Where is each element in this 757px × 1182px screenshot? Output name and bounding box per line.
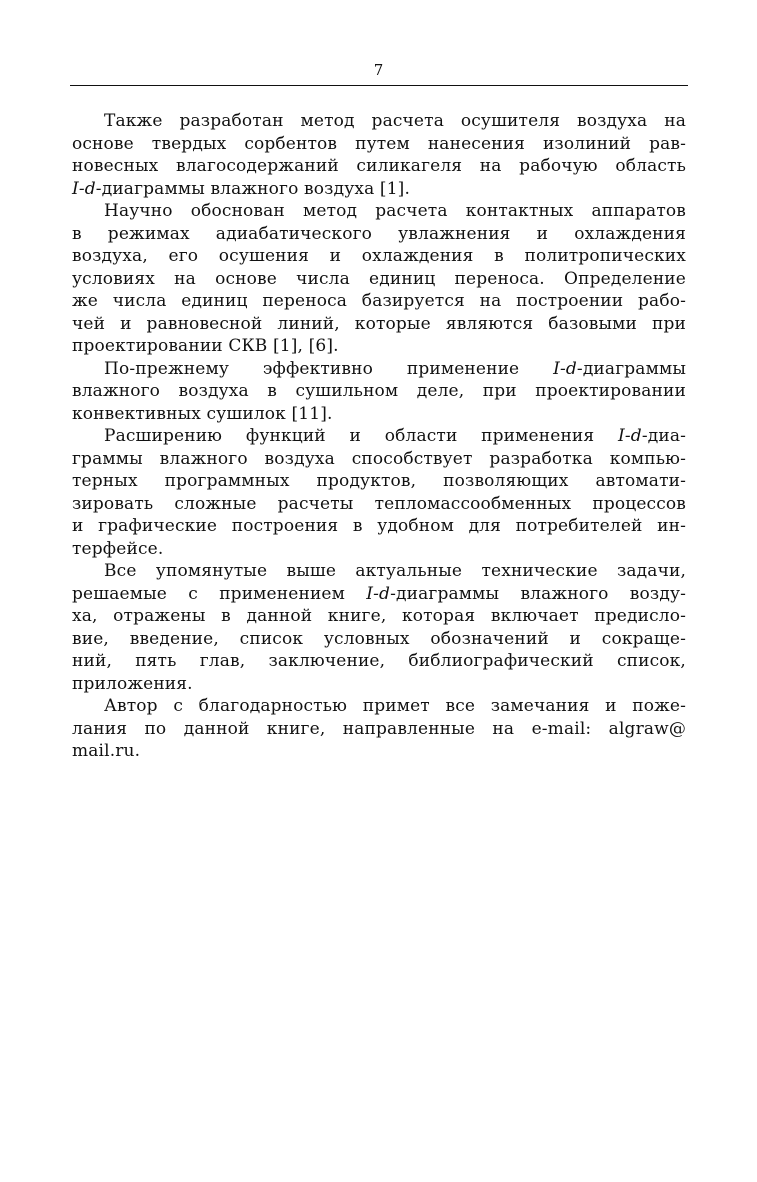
text-line: граммы влажного воздуха способствует разработка компью- bbox=[72, 448, 686, 469]
i-d-notation: I-d bbox=[618, 426, 642, 446]
text-line: влажного воздуха в сушильном деле, при проектировании bbox=[72, 381, 686, 401]
body-text bbox=[72, 110, 686, 763]
text-line: решаемые с применением I-d-диаграммы влажного возду- bbox=[72, 583, 686, 604]
i-d-notation: I-d bbox=[72, 178, 96, 199]
text-line: же числа единиц переноса базируется на построении рабо- bbox=[72, 291, 686, 311]
text-line: терных программных продуктов, позволяющих автомати- bbox=[72, 471, 686, 491]
text-line: По-прежнему эффективно применение I-d-диаграммы bbox=[104, 358, 686, 379]
page-number: 7 bbox=[373, 61, 384, 79]
text-line: лания по данной книге, направленные на e-mail: algraw@ bbox=[72, 718, 686, 739]
text-line: Все упомянутые выше актуальные технические задачи, bbox=[104, 561, 686, 581]
text-line: вие, введение, список условных обозначений и сокраще- bbox=[72, 628, 686, 649]
text-line: Расширению функций и области применения I-d-диа- bbox=[104, 426, 686, 446]
paragraph-3 bbox=[72, 358, 686, 426]
i-d-notation: I-d bbox=[553, 358, 577, 379]
text-line: воздуха, его осушения и охлаждения в политропических bbox=[72, 246, 686, 266]
paragraph-5 bbox=[72, 560, 686, 695]
header-rule bbox=[70, 85, 688, 86]
paragraph-4 bbox=[72, 425, 686, 560]
text-line: I-d-диаграммы влажного воздуха [1]. bbox=[72, 178, 411, 199]
text-line: проектировании СКВ [1], [6]. bbox=[72, 336, 339, 356]
text-line: условиях на основе числа единиц переноса. Определение bbox=[72, 268, 686, 289]
text-line: новесных влагосодержаний силикагеля на рабочую область bbox=[72, 156, 686, 176]
text-line: ний, пять глав, заключение, библиографический список, bbox=[72, 651, 686, 671]
text-line: Научно обоснован метод расчета контактных аппаратов bbox=[104, 201, 686, 221]
paragraph-6 bbox=[72, 695, 686, 763]
text-line: чей и равновесной линий, которые являются базовыми при bbox=[72, 313, 686, 334]
text-line: Автор с благодарностью примет все замечания и поже- bbox=[104, 696, 686, 716]
text-line: и графические построения в удобном для потребителей ин- bbox=[72, 516, 686, 536]
text-line: mail.ru. bbox=[72, 741, 141, 761]
text-line: приложения. bbox=[72, 673, 193, 694]
text-line: ха, отражены в данной книге, которая включает предисло- bbox=[72, 606, 686, 626]
text-line: зировать сложные расчеты тепломассообменных процессов bbox=[72, 493, 686, 514]
paragraph-2 bbox=[72, 200, 686, 358]
i-d-notation: I-d bbox=[366, 583, 391, 604]
paragraph-1 bbox=[72, 110, 686, 200]
text-line: терфейсе. bbox=[72, 538, 164, 559]
text-line: Также разработан метод расчета осушителя воздуха на bbox=[104, 111, 686, 131]
text-line: основе твердых сорбентов путем нанесения изолиний рав- bbox=[72, 133, 686, 154]
text-line: конвективных сушилок [11]. bbox=[72, 403, 333, 424]
text-line: в режимах адиабатического увлажнения и охлаждения bbox=[72, 223, 686, 244]
